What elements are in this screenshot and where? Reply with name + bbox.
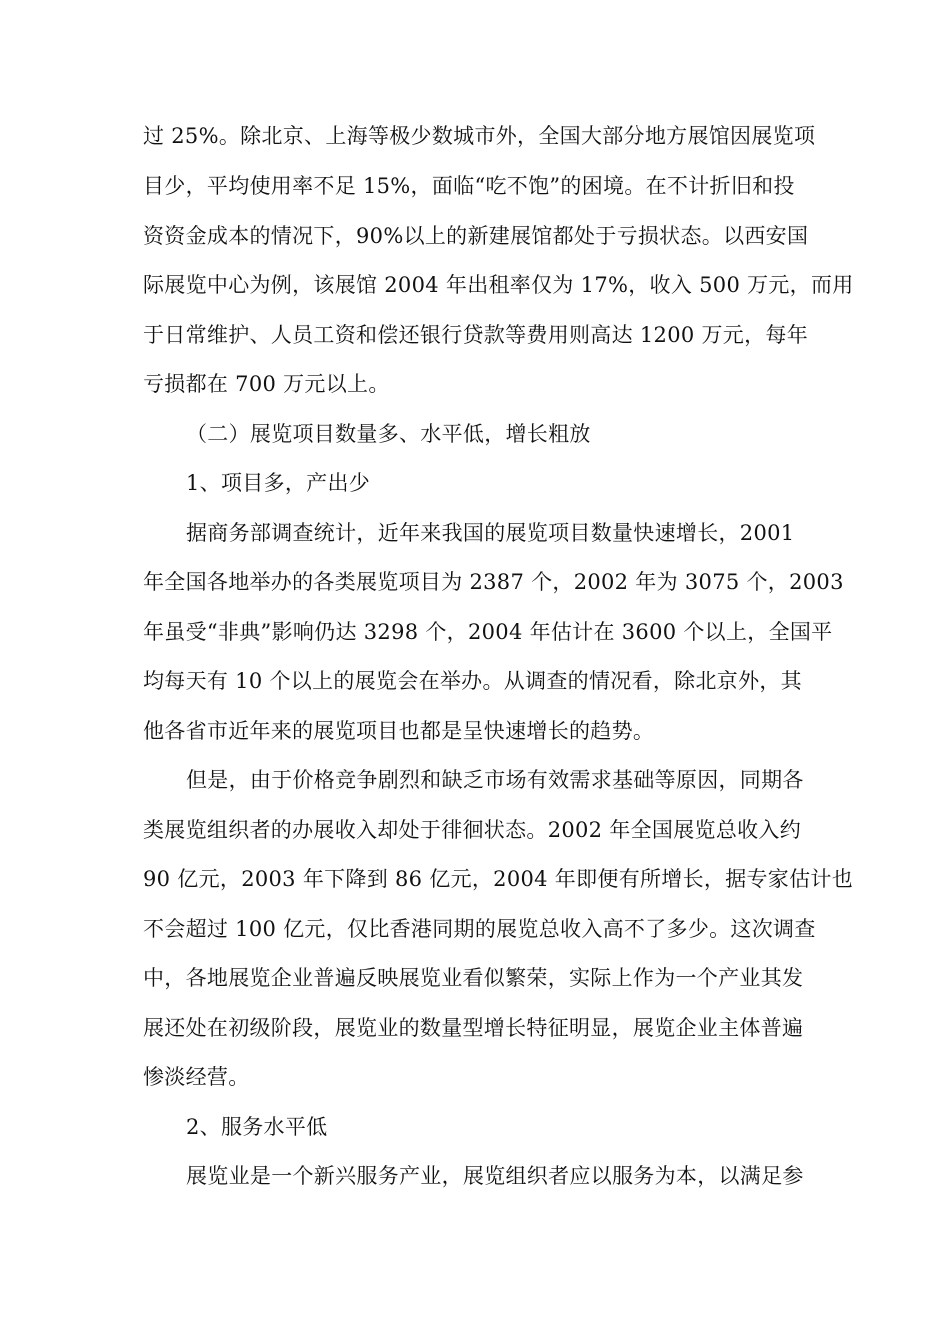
paragraph-line: 际展览中心为例，该展馆 2004 年出租率仅为 17%，收入 500 万元，而用 bbox=[143, 273, 854, 297]
paragraph-line: 亏损都在 700 万元以上。 bbox=[143, 372, 390, 396]
paragraph-line: 展览业是一个新兴服务产业，展览组织者应以服务为本，以满足参 bbox=[186, 1164, 804, 1188]
paragraph-line: 于日常维护、人员工资和偿还银行贷款等费用则高达 1200 万元，每年 bbox=[143, 323, 808, 347]
paragraph-line: 但是，由于价格竞争剧烈和缺乏市场有效需求基础等原因，同期各 bbox=[186, 768, 804, 792]
section-heading: （二）展览项目数量多、水平低，增长粗放 bbox=[186, 422, 591, 446]
paragraph-line: 目少，平均使用率不足 15%，面临“吃不饱”的困境。在不计折旧和投 bbox=[143, 174, 795, 198]
paragraph-line: 类展览组织者的办展收入却处于徘徊状态。2002 年全国展览总收入约 bbox=[143, 818, 802, 842]
paragraph-line: 中，各地展览企业普遍反映展览业看似繁荣，实际上作为一个产业其发 bbox=[143, 966, 804, 990]
subsection-heading: 1、项目多，产出少 bbox=[186, 471, 371, 495]
paragraph-line: 均每天有 10 个以上的展览会在举办。从调查的情况看，除北京外，其 bbox=[143, 669, 802, 693]
paragraph-line: 90 亿元，2003 年下降到 86 亿元，2004 年即便有所增长，据专家估计也 bbox=[143, 867, 854, 891]
subsection-heading: 2、服务水平低 bbox=[186, 1115, 328, 1139]
paragraph-line: 据商务部调查统计，近年来我国的展览项目数量快速增长，2001 bbox=[186, 521, 795, 545]
paragraph-line: 他各省市近年来的展览项目也都是呈快速增长的趋势。 bbox=[143, 719, 655, 743]
paragraph-line: 过 25%。除北京、上海等极少数城市外，全国大部分地方展馆因展览项 bbox=[143, 124, 816, 148]
paragraph-line: 展还处在初级阶段，展览业的数量型增长特征明显，展览企业主体普遍 bbox=[143, 1016, 804, 1040]
paragraph-line: 资资金成本的情况下，90%以上的新建展馆都处于亏损状态。以西安国 bbox=[143, 224, 809, 248]
paragraph-line: 惨淡经营。 bbox=[143, 1065, 250, 1089]
paragraph-line: 年虽受“非典”影响仍达 3298 个，2004 年估计在 3600 个以上，全国平 bbox=[143, 620, 833, 644]
paragraph-line: 不会超过 100 亿元，仅比香港同期的展览总收入高不了多少。这次调查 bbox=[143, 917, 816, 941]
paragraph-line: 年全国各地举办的各类展览项目为 2387 个，2002 年为 3075 个，2003 bbox=[143, 570, 844, 594]
